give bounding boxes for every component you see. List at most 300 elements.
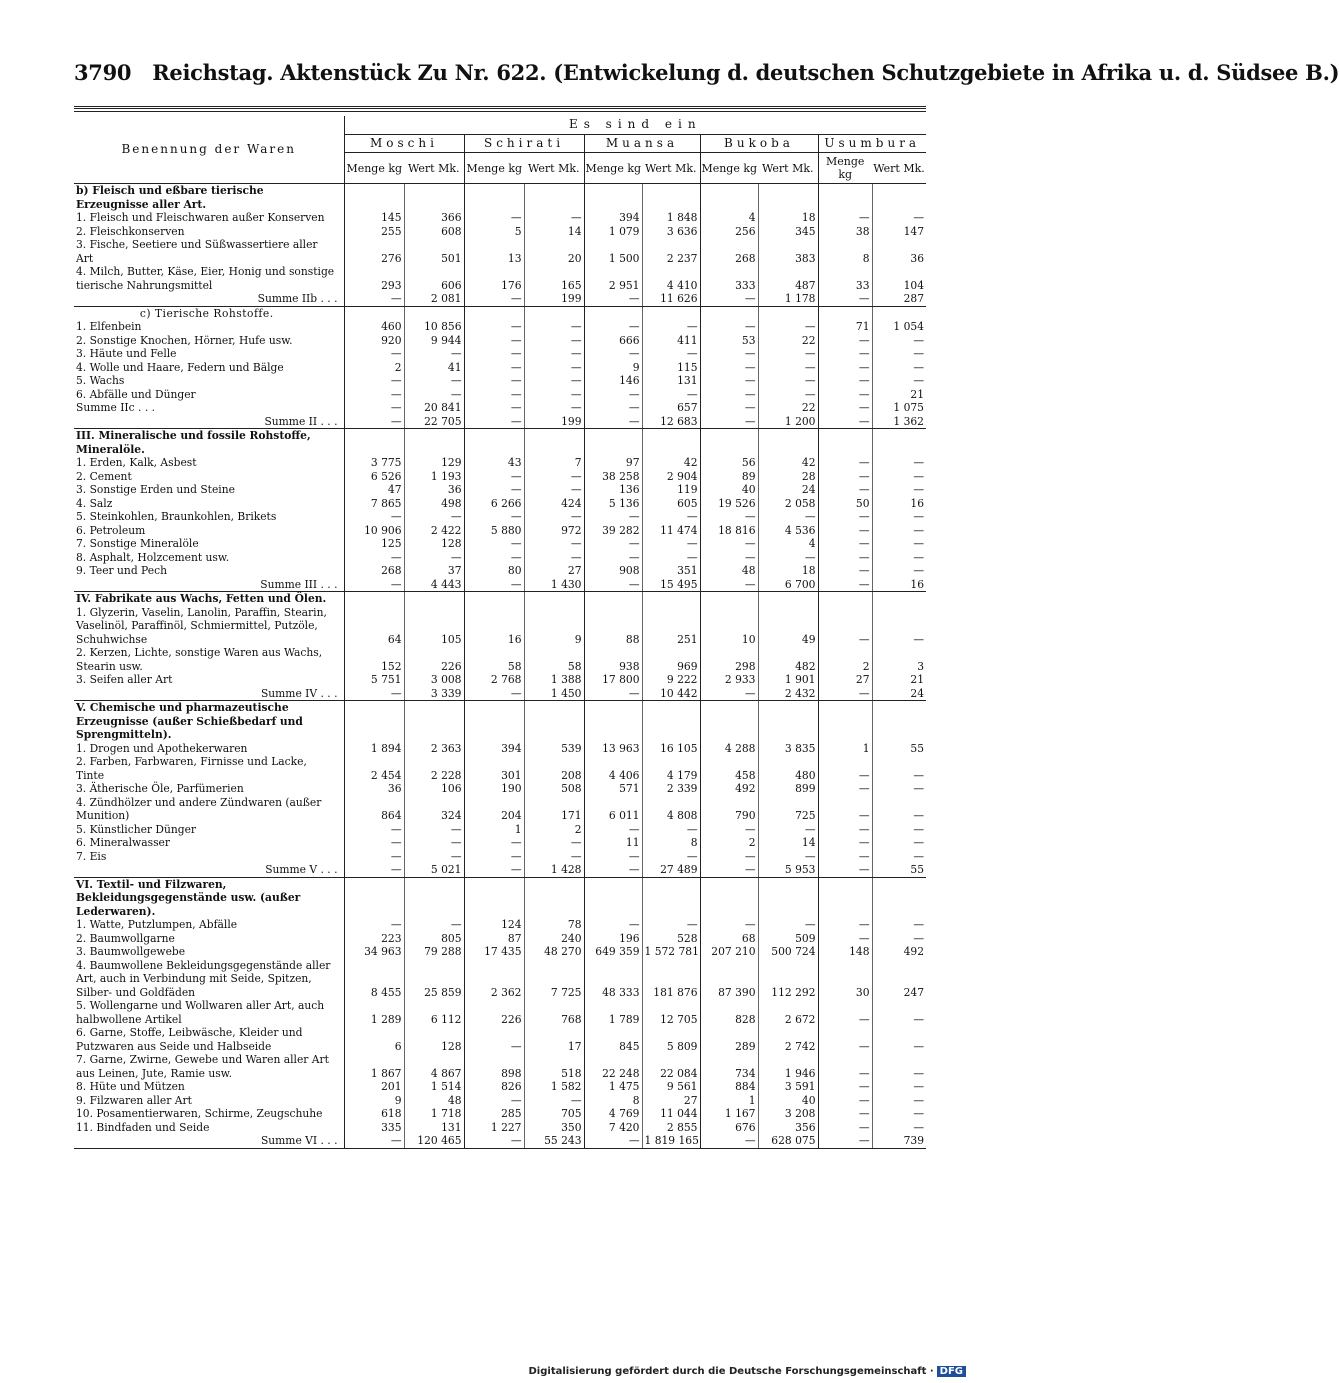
section-row: [74, 592, 926, 606]
cell-wert: —: [872, 456, 926, 470]
table-row: [74, 606, 926, 647]
cell-wert: —: [872, 836, 926, 850]
cell-wert: 22: [758, 401, 818, 415]
cell-wert: 605: [642, 497, 700, 511]
row-label: 3. Sonstige Erden und Steine: [76, 483, 235, 496]
cell-wert: [758, 184, 818, 212]
row-label: 1. Drogen und Apothekerwaren: [76, 741, 248, 755]
cell-wert: —: [524, 551, 584, 565]
cell-wert: —: [404, 551, 464, 565]
cell-wert: —: [872, 606, 926, 647]
cell-wert: —: [872, 1080, 926, 1094]
cell-wert: 22: [758, 334, 818, 348]
cell-menge: —: [344, 836, 404, 850]
cell-wert: 2: [524, 823, 584, 837]
region-header: Schirati: [464, 134, 584, 153]
cell-menge: 898: [464, 1053, 524, 1080]
cell-menge: —: [584, 1134, 642, 1148]
cell-wert: —: [524, 211, 584, 225]
cell-menge: 33: [818, 265, 872, 292]
cell-menge: —: [818, 564, 872, 578]
cell-menge: [818, 429, 872, 457]
table-row: [74, 510, 926, 524]
cell-menge: —: [344, 823, 404, 837]
cell-menge: 58: [464, 646, 524, 673]
cell-wert: 3 208: [758, 1107, 818, 1121]
cell-wert: 247: [872, 959, 926, 1000]
row-label: 7. Sonstige Mineralöle: [76, 537, 199, 550]
cell-menge: 38: [818, 225, 872, 239]
cell-menge: —: [700, 823, 758, 837]
row-label: 2. Fleischkonserven: [76, 224, 185, 238]
cell-menge: —: [818, 836, 872, 850]
unit-header-menge: Menge kg: [584, 153, 642, 184]
cell-menge: 204: [464, 796, 524, 823]
cell-wert: 805: [404, 932, 464, 946]
cell-menge: 125: [344, 537, 404, 551]
cell-wert: [758, 701, 818, 742]
cell-wert: [758, 877, 818, 918]
cell-menge: 2: [818, 646, 872, 673]
cell-menge: —: [700, 292, 758, 306]
cell-menge: 17 435: [464, 945, 524, 959]
cell-wert: —: [524, 483, 584, 497]
cell-wert: 2 904: [642, 470, 700, 484]
unit-header-menge: Menge kg: [344, 153, 404, 184]
row-label: 6. Mineralwasser: [76, 836, 170, 849]
cell-wert: —: [524, 850, 584, 864]
cell-wert: 37: [404, 564, 464, 578]
cell-menge: 394: [584, 211, 642, 225]
cell-wert: 6 700: [758, 578, 818, 592]
cell-menge: 201: [344, 1080, 404, 1094]
cell-menge: [700, 592, 758, 606]
cell-menge: [818, 701, 872, 742]
cell-wert: 5 953: [758, 863, 818, 877]
region-header: Muansa: [584, 134, 700, 153]
cell-wert: —: [758, 388, 818, 402]
cell-wert: 1 054: [872, 320, 926, 334]
cell-wert: —: [524, 401, 584, 415]
cell-wert: 21: [872, 673, 926, 687]
table-row: [74, 646, 926, 673]
cell-menge: 2: [700, 836, 758, 850]
table-row: [74, 959, 926, 1000]
cell-menge: —: [818, 1080, 872, 1094]
cell-menge: —: [818, 755, 872, 782]
cell-wert: 9 944: [404, 334, 464, 348]
cell-wert: 128: [404, 537, 464, 551]
cell-menge: —: [700, 1134, 758, 1148]
row-label: Summe III . . .: [74, 578, 344, 592]
cell-wert: 18: [758, 564, 818, 578]
cell-menge: 136: [584, 483, 642, 497]
cell-menge: 1 500: [584, 238, 642, 265]
cell-wert: 78: [524, 918, 584, 932]
cell-menge: 256: [700, 225, 758, 239]
cell-wert: 18: [758, 211, 818, 225]
table-row: [74, 483, 926, 497]
cell-wert: —: [872, 483, 926, 497]
cell-wert: —: [872, 334, 926, 348]
cell-wert: 1 193: [404, 470, 464, 484]
cell-wert: 509: [758, 932, 818, 946]
cell-menge: —: [700, 361, 758, 375]
cell-menge: —: [700, 347, 758, 361]
cell-menge: —: [700, 374, 758, 388]
cell-wert: —: [872, 374, 926, 388]
cell-wert: 3 339: [404, 687, 464, 701]
cell-menge: [700, 701, 758, 742]
cell-wert: —: [642, 388, 700, 402]
cell-menge: 734: [700, 1053, 758, 1080]
cell-wert: —: [872, 537, 926, 551]
footer-text: Digitalisierung gefördert durch die Deutsche Forschungsgemeinschaft ·: [528, 1366, 934, 1377]
cell-wert: 3 591: [758, 1080, 818, 1094]
table-row: [74, 320, 926, 334]
dfg-logo: DFG: [937, 1366, 966, 1377]
unit-header-wert: Wert Mk.: [872, 153, 926, 184]
cell-menge: 30: [818, 959, 872, 1000]
cell-wert: —: [872, 782, 926, 796]
cell-wert: 4 808: [642, 796, 700, 823]
cell-menge: —: [818, 388, 872, 402]
cell-wert: 1 946: [758, 1053, 818, 1080]
cell-menge: 790: [700, 796, 758, 823]
cell-menge: —: [818, 415, 872, 429]
cell-menge: —: [700, 537, 758, 551]
cell-menge: —: [700, 401, 758, 415]
cell-wert: 16: [872, 497, 926, 511]
cell-wert: —: [872, 796, 926, 823]
cell-menge: 2 933: [700, 673, 758, 687]
cell-menge: 71: [818, 320, 872, 334]
row-label: Summe V . . .: [74, 863, 344, 877]
table-row: [74, 755, 926, 782]
cell-menge: 48 333: [584, 959, 642, 1000]
cell-wert: 2 058: [758, 497, 818, 511]
table-row: [74, 673, 926, 687]
cell-menge: 89: [700, 470, 758, 484]
table-row: [74, 796, 926, 823]
cell-wert: 2 339: [642, 782, 700, 796]
cell-wert: 739: [872, 1134, 926, 1148]
cell-menge: —: [464, 863, 524, 877]
table-row: [74, 401, 926, 415]
cell-menge: —: [818, 524, 872, 538]
row-label: 2. Baumwollgarne: [76, 931, 175, 945]
table-row: [74, 1080, 926, 1094]
cell-menge: —: [584, 537, 642, 551]
cell-wert: [872, 592, 926, 606]
cell-wert: —: [872, 524, 926, 538]
header-rule-thin: [74, 111, 926, 112]
cell-wert: [758, 429, 818, 457]
cell-wert: 3 636: [642, 225, 700, 239]
cell-menge: —: [818, 551, 872, 565]
cell-menge: 6 011: [584, 796, 642, 823]
cell-wert: 55: [872, 742, 926, 756]
cell-wert: 972: [524, 524, 584, 538]
cell-wert: 36: [404, 483, 464, 497]
cell-menge: —: [818, 292, 872, 306]
cell-menge: —: [584, 320, 642, 334]
cell-wert: 40: [758, 1094, 818, 1108]
cell-wert: —: [404, 388, 464, 402]
cell-wert: —: [404, 918, 464, 932]
cell-menge: —: [818, 850, 872, 864]
cell-wert: 7: [524, 456, 584, 470]
cell-menge: —: [584, 292, 642, 306]
cell-menge: [818, 306, 872, 320]
cell-menge: 47: [344, 483, 404, 497]
cell-wert: 12 683: [642, 415, 700, 429]
cell-wert: 1 200: [758, 415, 818, 429]
cell-wert: [404, 701, 464, 742]
cell-wert: 4 536: [758, 524, 818, 538]
cell-menge: —: [344, 850, 404, 864]
cell-menge: 38 258: [584, 470, 642, 484]
row-label: 9. Filzwaren aller Art: [76, 1093, 192, 1107]
cell-wert: 27 489: [642, 863, 700, 877]
cell-menge: 1 475: [584, 1080, 642, 1094]
cell-wert: —: [524, 537, 584, 551]
cell-wert: 487: [758, 265, 818, 292]
row-label: Summe II . . .: [74, 415, 344, 429]
cell-menge: —: [818, 606, 872, 647]
cell-wert: 3 008: [404, 673, 464, 687]
cell-wert: [642, 701, 700, 742]
cell-menge: —: [464, 361, 524, 375]
section-row: [74, 701, 926, 742]
page-title: Reichstag. Aktenstück Zu Nr. 622. (Entwickelung d. deutschen Schutzgebiete in Afrika u. d. Südsee B.): [152, 60, 1339, 85]
cell-menge: —: [464, 483, 524, 497]
cell-wert: 608: [404, 225, 464, 239]
cell-menge: 826: [464, 1080, 524, 1094]
cell-wert: —: [758, 510, 818, 524]
row-label: c) Tierische Rohstoffe.: [139, 306, 274, 320]
cell-menge: —: [464, 1026, 524, 1053]
cell-wert: 48: [404, 1094, 464, 1108]
row-label: Summe IV . . .: [74, 687, 344, 701]
cell-wert: 482: [758, 646, 818, 673]
cell-wert: 7 725: [524, 959, 584, 1000]
cell-menge: —: [818, 374, 872, 388]
cell-menge: 50: [818, 497, 872, 511]
cell-wert: —: [758, 823, 818, 837]
cell-menge: [464, 184, 524, 212]
row-label: 1. Erden, Kalk, Asbest: [76, 456, 197, 469]
cell-menge: [584, 877, 642, 918]
cell-menge: 268: [344, 564, 404, 578]
cell-wert: 500 724: [758, 945, 818, 959]
row-label: IV. Fabrikate aus Wachs, Fetten und Ölen.: [76, 592, 327, 605]
cell-wert: 21: [872, 388, 926, 402]
cell-menge: 190: [464, 782, 524, 796]
cell-wert: [642, 877, 700, 918]
cell-wert: 1 572 781: [642, 945, 700, 959]
row-label: Summe IIb . . .: [74, 292, 344, 306]
cell-menge: —: [818, 932, 872, 946]
cell-menge: 1 167: [700, 1107, 758, 1121]
row-label: 4. Salz: [76, 496, 113, 510]
cell-wert: 119: [642, 483, 700, 497]
cell-menge: 80: [464, 564, 524, 578]
cell-menge: —: [344, 863, 404, 877]
table-row: [74, 524, 926, 538]
cell-wert: [524, 306, 584, 320]
cell-wert: —: [642, 850, 700, 864]
cell-menge: —: [818, 918, 872, 932]
cell-menge: 11: [584, 836, 642, 850]
row-label: 1. Elfenbein: [76, 320, 142, 333]
cell-wert: 9: [524, 606, 584, 647]
cell-wert: 383: [758, 238, 818, 265]
cell-wert: [524, 701, 584, 742]
row-label: 8. Asphalt, Holzcement usw.: [76, 550, 230, 564]
cell-menge: —: [584, 551, 642, 565]
cell-menge: [344, 592, 404, 606]
cell-wert: 104: [872, 265, 926, 292]
section-row: [74, 306, 926, 320]
cell-wert: [872, 877, 926, 918]
cell-menge: 8 455: [344, 959, 404, 1000]
cell-menge: [464, 701, 524, 742]
row-label: 11. Bindfaden und Seide: [76, 1120, 210, 1134]
cell-wert: 518: [524, 1053, 584, 1080]
table-row: [74, 823, 926, 837]
unit-header-wert: Wert Mk.: [524, 153, 584, 184]
row-label: V. Chemische und pharmazeutische Erzeugnisse (außer Schießbedarf und Sprengmitteln).: [76, 701, 303, 741]
cell-menge: 255: [344, 225, 404, 239]
cell-menge: 335: [344, 1121, 404, 1135]
cell-wert: 16 105: [642, 742, 700, 756]
cell-wert: 14: [524, 225, 584, 239]
cell-menge: 17 800: [584, 673, 642, 687]
cell-menge: 4 406: [584, 755, 642, 782]
cell-wert: —: [758, 361, 818, 375]
row-label: 1. Watte, Putzlumpen, Abfälle: [76, 918, 238, 931]
cell-wert: 1 388: [524, 673, 584, 687]
cell-wert: 171: [524, 796, 584, 823]
cell-menge: —: [344, 918, 404, 932]
table-row: [74, 211, 926, 225]
cell-menge: 884: [700, 1080, 758, 1094]
cell-menge: 828: [700, 999, 758, 1026]
table-row: [74, 932, 926, 946]
cell-menge: —: [818, 334, 872, 348]
cell-menge: 207 210: [700, 945, 758, 959]
cell-menge: —: [818, 470, 872, 484]
cell-menge: 43: [464, 456, 524, 470]
row-label: 1. Fleisch und Fleischwaren außer Konserven: [76, 211, 325, 224]
cell-menge: [584, 184, 642, 212]
cell-menge: —: [464, 510, 524, 524]
cell-wert: 20 841: [404, 401, 464, 415]
cell-menge: 7 420: [584, 1121, 642, 1135]
cell-menge: 68: [700, 932, 758, 946]
row-label: 3. Ätherische Öle, Parfümerien: [76, 782, 244, 795]
cell-wert: 351: [642, 564, 700, 578]
unit-header-menge: Menge kg: [818, 153, 872, 184]
cell-wert: —: [872, 755, 926, 782]
cell-wert: 501: [404, 238, 464, 265]
cell-wert: 768: [524, 999, 584, 1026]
cell-menge: 2 454: [344, 755, 404, 782]
cell-menge: 1 079: [584, 225, 642, 239]
cell-wert: 25 859: [404, 959, 464, 1000]
cell-wert: 1 718: [404, 1107, 464, 1121]
cell-wert: [872, 184, 926, 212]
region-header: Bukoba: [700, 134, 818, 153]
cell-menge: 298: [700, 646, 758, 673]
cell-menge: 6: [344, 1026, 404, 1053]
cell-wert: —: [758, 320, 818, 334]
cell-wert: 4 410: [642, 265, 700, 292]
cell-wert: —: [404, 836, 464, 850]
cell-menge: 4: [700, 211, 758, 225]
cell-wert: [642, 429, 700, 457]
cell-wert: —: [642, 823, 700, 837]
row-label: 3. Seifen aller Art: [76, 673, 173, 686]
cell-wert: 725: [758, 796, 818, 823]
cell-wert: 1 428: [524, 863, 584, 877]
cell-wert: 705: [524, 1107, 584, 1121]
cell-wert: 2 237: [642, 238, 700, 265]
cell-menge: —: [584, 823, 642, 837]
cell-wert: 4 443: [404, 578, 464, 592]
cell-wert: 350: [524, 1121, 584, 1135]
cell-wert: 528: [642, 932, 700, 946]
cell-menge: 1 789: [584, 999, 642, 1026]
cell-menge: 64: [344, 606, 404, 647]
cell-menge: 22 248: [584, 1053, 642, 1080]
cell-menge: 8: [818, 238, 872, 265]
cell-menge: —: [344, 415, 404, 429]
cell-wert: 128: [404, 1026, 464, 1053]
cell-menge: 1: [464, 823, 524, 837]
cell-wert: —: [404, 823, 464, 837]
cell-menge: 152: [344, 646, 404, 673]
cell-menge: —: [344, 347, 404, 361]
cell-wert: [404, 592, 464, 606]
cell-menge: 48: [700, 564, 758, 578]
cell-menge: 285: [464, 1107, 524, 1121]
cell-menge: —: [464, 388, 524, 402]
column-header-goods: Benennung der Waren: [74, 116, 344, 184]
cell-menge: —: [344, 374, 404, 388]
cell-wert: 356: [758, 1121, 818, 1135]
cell-menge: 56: [700, 456, 758, 470]
cell-menge: —: [464, 347, 524, 361]
table-row: [74, 1121, 926, 1135]
cell-menge: —: [464, 334, 524, 348]
cell-menge: —: [464, 836, 524, 850]
cell-menge: 3 775: [344, 456, 404, 470]
row-label: 6. Garne, Stoffe, Leibwäsche, Kleider und Putzwaren aus Seide und Halbseide: [76, 1026, 303, 1053]
cell-menge: —: [818, 361, 872, 375]
table-row: [74, 1107, 926, 1121]
cell-wert: 11 044: [642, 1107, 700, 1121]
cell-menge: —: [700, 863, 758, 877]
cell-wert: 9 561: [642, 1080, 700, 1094]
cell-menge: 10: [700, 606, 758, 647]
table-row: [74, 334, 926, 348]
cell-wert: 48 270: [524, 945, 584, 959]
cell-menge: 2 951: [584, 265, 642, 292]
cell-wert: —: [524, 388, 584, 402]
cell-menge: [584, 306, 642, 320]
